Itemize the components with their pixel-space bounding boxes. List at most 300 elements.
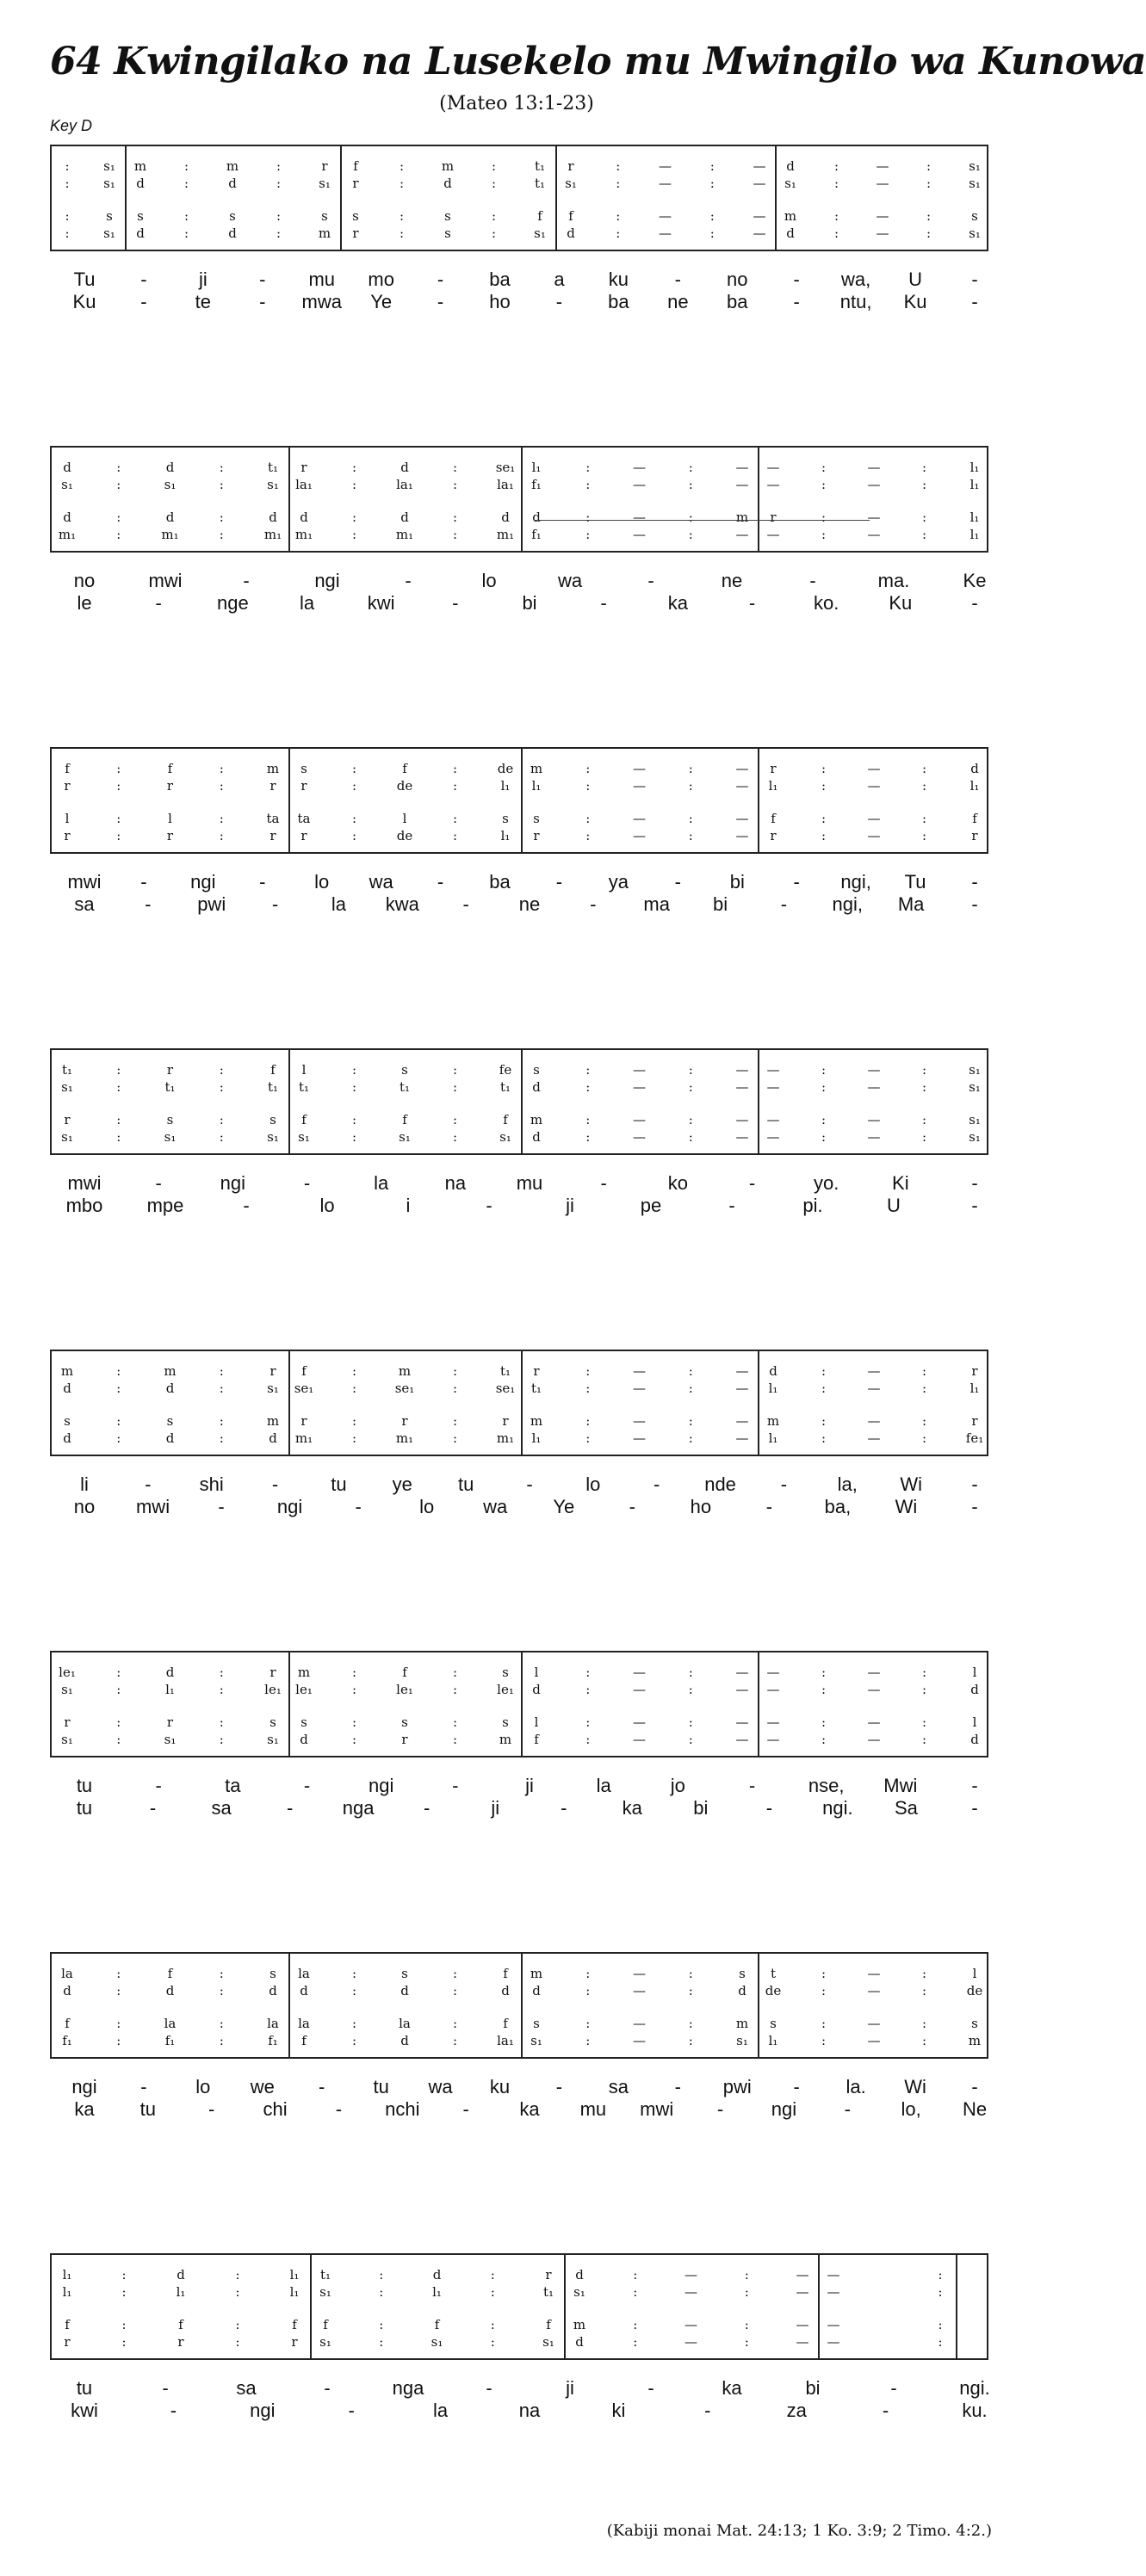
lyric-syllable: ngi. [959, 2377, 990, 2399]
solfa-note: m [530, 761, 543, 776]
solfa-note: f [292, 2317, 297, 2332]
lyric-syllable: - [335, 2098, 343, 2120]
lyric-syllable: - [971, 871, 978, 893]
solfa-note: : [452, 778, 458, 794]
solfa-note: r [166, 1714, 174, 1730]
lyric-syllable: - [437, 871, 444, 893]
lyric-syllable: la. [846, 2076, 866, 2097]
lyric-syllable: - [437, 269, 444, 290]
lyric-syllable: - [654, 1473, 660, 1495]
bar-line [758, 1954, 759, 2057]
solfa-note: — [876, 176, 889, 191]
solfa-note: : [688, 510, 693, 525]
solfa-note: : [491, 225, 497, 241]
solfa-note: : [121, 2317, 127, 2332]
lyric-syllable: mwi [640, 2098, 674, 2120]
solfa-note: r [166, 1062, 174, 1078]
lyric-syllable: Ye [370, 291, 393, 312]
solfa-note: m [735, 510, 749, 525]
solfa-note: l [402, 811, 407, 826]
solfa-note: s [401, 1062, 408, 1078]
solfa-note: t₁ [542, 2284, 554, 2300]
solfa-note: — [735, 1714, 749, 1730]
solfa-note: f [972, 811, 977, 826]
solfa-note: : [452, 1714, 458, 1730]
solfa-note: s₁ [164, 1732, 177, 1747]
lyric-syllable: - [324, 2377, 331, 2399]
solfa-note: t₁ [534, 176, 546, 191]
solfa-note: — [876, 158, 889, 174]
solfa-note: : [452, 2033, 458, 2048]
solfa-note: d [400, 460, 409, 475]
solfa-note: : [65, 208, 70, 224]
solfa-note: — [827, 2317, 840, 2332]
solfa-note: : [821, 1983, 827, 1998]
solfa-note: r [269, 1665, 276, 1680]
lyric-syllable: tu [76, 1797, 93, 1819]
solfa-note: l₁ [500, 828, 511, 843]
solfa-note: s₁ [61, 1129, 73, 1145]
solfa-note: d [63, 510, 71, 525]
solfa-note: : [938, 2284, 943, 2300]
solfa-note: fe [499, 1062, 512, 1078]
lyric-syllable: te [195, 291, 212, 312]
solfa-note: m [297, 1665, 311, 1680]
solfa-note: de [497, 761, 514, 776]
solfa-note: s [321, 208, 328, 224]
solfa-note: s₁ [542, 2334, 554, 2350]
solfa-note: : [276, 158, 282, 174]
lyric-syllable: nchi [385, 2098, 420, 2120]
solfa-note: : [351, 1732, 357, 1747]
solfa-note: — [867, 2033, 881, 2048]
lyric-syllable: la [596, 1775, 611, 1796]
solfa-note: : [116, 1079, 121, 1095]
solfa-note: — [867, 1112, 881, 1127]
solfa-note: — [867, 477, 881, 492]
solfa-note: l₁ [969, 477, 980, 492]
lyric-syllable: - [748, 1172, 756, 1194]
solfa-note: s₁ [61, 1682, 73, 1697]
lyric-syllable: - [145, 893, 152, 915]
solfa-note: : [585, 1413, 591, 1429]
solfa-note: : [65, 158, 70, 174]
solfa-note: m [735, 2016, 749, 2031]
solfa-note: : [452, 1381, 458, 1396]
solfa-note: d [228, 225, 237, 241]
solfa-note: s [770, 2016, 777, 2031]
lyric-syllable: tu [139, 2098, 157, 2120]
lyric-syllable: kwi [71, 2400, 98, 2421]
solfa-note: : [688, 477, 693, 492]
solfa-note: r [300, 1413, 307, 1429]
lyric-syllable: bi [729, 871, 745, 893]
solfa-note: : [585, 1430, 591, 1446]
lyric-syllable: nge [216, 592, 249, 614]
solfa-note: : [688, 1966, 693, 1981]
lyric-syllable: - [748, 592, 756, 614]
solfa-note: de [396, 778, 413, 794]
solfa-note: m [530, 1966, 543, 1981]
lyric-syllable: ya [608, 871, 629, 893]
lyric-syllable: - [809, 570, 816, 591]
solfa-note: s [971, 208, 978, 224]
solfa-note: d [63, 1381, 71, 1396]
solfa-note: : [490, 2267, 495, 2283]
lyric-syllable: ku. [962, 2400, 988, 2421]
lyric-syllable: - [555, 291, 563, 312]
solfa-note: r [567, 158, 574, 174]
solfa-note: : [921, 811, 927, 826]
music-system [50, 145, 988, 251]
lyric-syllable: tu [76, 1775, 93, 1796]
solfa-note: — [735, 1732, 749, 1747]
solfa-note: r [352, 225, 359, 241]
solfa-note: — [766, 1732, 780, 1747]
solfa-note: : [351, 1983, 357, 1998]
lyric-syllable: - [243, 1195, 250, 1216]
lyric-syllable: sa [608, 2076, 629, 2097]
solfa-note: : [452, 460, 458, 475]
solfa-note: f [771, 811, 776, 826]
solfa-note: : [452, 811, 458, 826]
solfa-note: : [379, 2317, 384, 2332]
lyric-syllable: - [971, 1473, 978, 1495]
solfa-note: : [921, 778, 927, 794]
solfa-note: : [821, 1665, 827, 1680]
solfa-note: : [938, 2317, 943, 2332]
lyric-syllable: tu [331, 1473, 347, 1495]
solfa-note: s₁ [164, 477, 177, 492]
solfa-note: d [136, 176, 145, 191]
lyric-syllable: wa [428, 2076, 453, 2097]
solfa-note: : [938, 2267, 943, 2283]
solfa-note: l [972, 1714, 977, 1730]
lyric-syllable: ka [667, 592, 688, 614]
lyric-syllable: nde [704, 1473, 736, 1495]
solfa-note: f [323, 2317, 328, 2332]
lyrics-block [50, 1473, 988, 1525]
solfa-note: d [501, 1983, 510, 1998]
lyric-syllable: - [844, 2098, 851, 2120]
solfa-note: : [116, 2033, 121, 2048]
solfa-note: : [821, 510, 827, 525]
bar-line [288, 1652, 290, 1756]
solfa-note: f [270, 1062, 276, 1078]
lyric-syllable: ba, [824, 1496, 852, 1517]
solfa-note: l₁ [531, 460, 542, 475]
solfa-note: d [532, 1682, 541, 1697]
solfa-note: d [63, 460, 71, 475]
solfa-note: — [766, 1079, 780, 1095]
solfa-note: f₁ [268, 2033, 278, 2048]
lyric-syllable: ntu, [839, 291, 872, 312]
solfa-note: — [867, 1062, 881, 1078]
lyric-syllable: - [971, 291, 978, 312]
solfa-note: l₁ [62, 2284, 72, 2300]
lyric-syllable: na [444, 1172, 467, 1194]
solfa-note: — [659, 158, 672, 174]
lyric-syllable: wa [369, 871, 393, 893]
solfa-note: r [64, 2334, 71, 2350]
solfa-note: : [921, 527, 927, 542]
solfa-note: : [452, 1682, 458, 1697]
solfa-note: : [921, 1363, 927, 1379]
solfa-note: : [921, 1129, 927, 1145]
solfa-note: r [300, 778, 307, 794]
lyric-syllable: - [780, 893, 788, 915]
solfa-note: : [938, 2334, 943, 2350]
lyric-syllable: we [250, 2076, 275, 2097]
solfa-note: r [64, 1714, 71, 1730]
lyric-syllable: wa, [841, 269, 871, 290]
solfa-note: — [867, 761, 881, 776]
lyric-syllable: tu [457, 1473, 474, 1495]
solfa-note: : [585, 460, 591, 475]
solfa-note: s [106, 208, 113, 224]
solfa-note: m₁ [496, 527, 515, 542]
solfa-note: m [766, 1413, 780, 1429]
solfa-note: — [633, 1966, 646, 1981]
solfa-note: l₁ [531, 778, 542, 794]
solfa-note: : [688, 460, 693, 475]
solfa-note: : [921, 1732, 927, 1747]
solfa-note: : [585, 1966, 591, 1981]
lyric-syllable: Mwi [883, 1775, 918, 1796]
solfa-note: : [585, 1682, 591, 1697]
solfa-note: — [735, 1413, 749, 1429]
music-system [50, 1651, 988, 1757]
hymn-title-text: Kwingilako na Lusekelo mu Mwingilo wa Kunowa [114, 40, 1146, 83]
solfa-note: d [532, 1079, 541, 1095]
solfa-note: — [867, 1381, 881, 1396]
lyric-syllable: ho [690, 1496, 712, 1517]
lyric-syllable: ji [198, 269, 208, 290]
solfa-note: : [833, 208, 839, 224]
solfa-note: : [688, 1665, 693, 1680]
lyric-syllable: pi. [802, 1195, 823, 1216]
lyric-syllable: no [73, 1496, 96, 1517]
solfa-note: : [219, 527, 224, 542]
lyric-syllable: - [971, 2076, 978, 2097]
solfa-note: : [235, 2284, 240, 2300]
solfa-note: : [452, 1413, 458, 1429]
solfa-note: — [766, 1129, 780, 1145]
solfa-note: : [585, 761, 591, 776]
bar-line [310, 2255, 312, 2358]
solfa-note: r [533, 1363, 540, 1379]
solfa-note: : [688, 1714, 693, 1730]
lyric-syllable: - [303, 1172, 311, 1194]
solfa-note: se₁ [495, 460, 516, 475]
lyric-syllable: - [348, 2400, 355, 2421]
solfa-note: : [116, 460, 121, 475]
solfa-note: l₁ [165, 1682, 175, 1697]
solfa-note: — [867, 1665, 881, 1680]
solfa-note: : [116, 1665, 121, 1680]
solfa-note: d [432, 2267, 442, 2283]
solfa-note: — [753, 225, 766, 241]
solfa-note: : [116, 1714, 121, 1730]
solfa-note: : [219, 1112, 224, 1127]
solfa-note: m₁ [395, 527, 414, 542]
lyric-syllable: - [452, 592, 459, 614]
solfa-note: : [219, 1430, 224, 1446]
solfa-note: : [585, 1363, 591, 1379]
solfa-note: t₁ [499, 1079, 511, 1095]
bar-line [521, 448, 523, 551]
solfa-note: — [867, 1129, 881, 1145]
solfa-note: t₁ [319, 2267, 331, 2283]
solfa-note: l [534, 1714, 539, 1730]
solfa-note: s₁ [530, 2033, 542, 2048]
solfa-note: — [766, 460, 780, 475]
solfa-note: : [399, 225, 405, 241]
solfa-note: s [401, 1714, 408, 1730]
solfa-note: s [502, 811, 509, 826]
lyric-syllable: mu [516, 1172, 543, 1194]
solfa-note: : [921, 1079, 927, 1095]
solfa-note: d [970, 1682, 979, 1697]
solfa-note: d [400, 2033, 409, 2048]
solfa-note: f [353, 158, 358, 174]
lyric-syllable: Ma [897, 893, 925, 915]
solfa-note: de [765, 1983, 782, 1998]
solfa-note: : [490, 2284, 495, 2300]
solfa-note: : [921, 1413, 927, 1429]
solfa-note: — [633, 1062, 646, 1078]
solfa-note: r [269, 778, 276, 794]
lyric-syllable: ngi. [822, 1797, 853, 1819]
solfa-note: r [166, 778, 174, 794]
lyric-syllable: ji [566, 1195, 574, 1216]
solfa-note: : [219, 1714, 224, 1730]
solfa-note: : [688, 1381, 693, 1396]
solfa-note: s₁ [399, 1129, 411, 1145]
lyric-syllable: - [765, 1496, 773, 1517]
tie-line [534, 520, 870, 521]
solfa-note: : [744, 2334, 749, 2350]
solfa-note: — [867, 1363, 881, 1379]
solfa-note: : [688, 1682, 693, 1697]
solfa-note: m [441, 158, 455, 174]
solfa-note: : [116, 1682, 121, 1697]
lyric-syllable: ngi [314, 570, 340, 591]
solfa-note: s₁ [736, 2033, 748, 2048]
solfa-note: : [351, 778, 357, 794]
solfa-note: : [821, 1682, 827, 1697]
solfa-note: f [402, 761, 407, 776]
solfa-note: — [796, 2317, 809, 2332]
solfa-note: f₁ [531, 527, 542, 542]
solfa-note: : [219, 510, 224, 525]
solfa-note: : [921, 1112, 927, 1127]
solfa-note: m [530, 1112, 543, 1127]
solfa-note: — [735, 1062, 749, 1078]
lyric-syllable: nga [392, 2377, 424, 2399]
bar-line [288, 448, 290, 551]
solfa-note: f [402, 1665, 407, 1680]
solfa-note: : [183, 176, 189, 191]
solfa-note: — [827, 2334, 840, 2350]
solfa-note: : [821, 1430, 827, 1446]
solfa-note: : [585, 527, 591, 542]
solfa-note: : [585, 2016, 591, 2031]
lyric-syllable: - [259, 291, 266, 312]
solfa-note: : [116, 477, 121, 492]
lyric-syllable: - [155, 1775, 162, 1796]
solfa-note: : [235, 2317, 240, 2332]
solfa-note: s [533, 2016, 540, 2031]
solfa-note: f [434, 2317, 440, 2332]
lyric-syllable: - [486, 1195, 492, 1216]
solfa-note: : [276, 225, 282, 241]
solfa-note: s₁ [969, 225, 981, 241]
solfa-note: — [633, 460, 646, 475]
solfa-note: — [659, 176, 672, 191]
solfa-note: se₁ [294, 1381, 314, 1396]
music-system [50, 1350, 988, 1456]
solfa-note: : [821, 2033, 827, 2048]
key-signature: Key D [50, 117, 93, 134]
lyric-syllable: - [271, 1473, 279, 1495]
solfa-note: : [490, 2317, 495, 2332]
solfa-note: : [491, 158, 497, 174]
solfa-note: m [226, 158, 239, 174]
lyric-syllable: - [716, 2098, 724, 2120]
solfa-note: : [219, 811, 224, 826]
solfa-note: d [165, 1983, 175, 1998]
lyric-syllable: ba [608, 291, 629, 312]
solfa-note: : [688, 828, 693, 843]
solfa-note: t₁ [61, 1062, 73, 1078]
solfa-note: la₁ [497, 2033, 514, 2048]
lyric-syllable: shi [199, 1473, 224, 1495]
lyric-syllable: jo [670, 1775, 685, 1796]
lyric-syllable: mwa [301, 291, 342, 312]
solfa-note: — [867, 1413, 881, 1429]
solfa-note: — [659, 225, 672, 241]
lyric-syllable: - [437, 291, 444, 312]
solfa-note: : [688, 1430, 693, 1446]
solfa-note: l₁ [768, 1430, 778, 1446]
lyric-syllable: za [786, 2400, 807, 2421]
solfa-note: r [545, 2267, 552, 2283]
solfa-note: t₁ [298, 1079, 310, 1095]
bar-line [758, 448, 759, 551]
solfa-note: — [753, 176, 766, 191]
lyric-syllable: - [140, 291, 147, 312]
lyric-syllable: - [271, 893, 279, 915]
solfa-note: : [183, 158, 189, 174]
solfa-note: d [532, 1983, 541, 1998]
solfa-note: : [585, 828, 591, 843]
solfa-note: : [219, 828, 224, 843]
lyric-syllable: ko. [813, 592, 839, 614]
lyric-syllable: - [971, 1775, 978, 1796]
solfa-note: — [735, 811, 749, 826]
lyric-syllable: Tu [73, 269, 96, 290]
solfa-note: s₁ [573, 2284, 585, 2300]
solfa-note: se₁ [495, 1381, 516, 1396]
lyric-syllable: mpe [146, 1195, 184, 1216]
lyric-syllable: - [674, 2076, 681, 2097]
solfa-note: : [921, 1682, 927, 1697]
solfa-note: le₁ [396, 1682, 413, 1697]
solfa-note: le₁ [264, 1682, 282, 1697]
solfa-note: : [921, 2016, 927, 2031]
music-system [50, 2253, 988, 2360]
